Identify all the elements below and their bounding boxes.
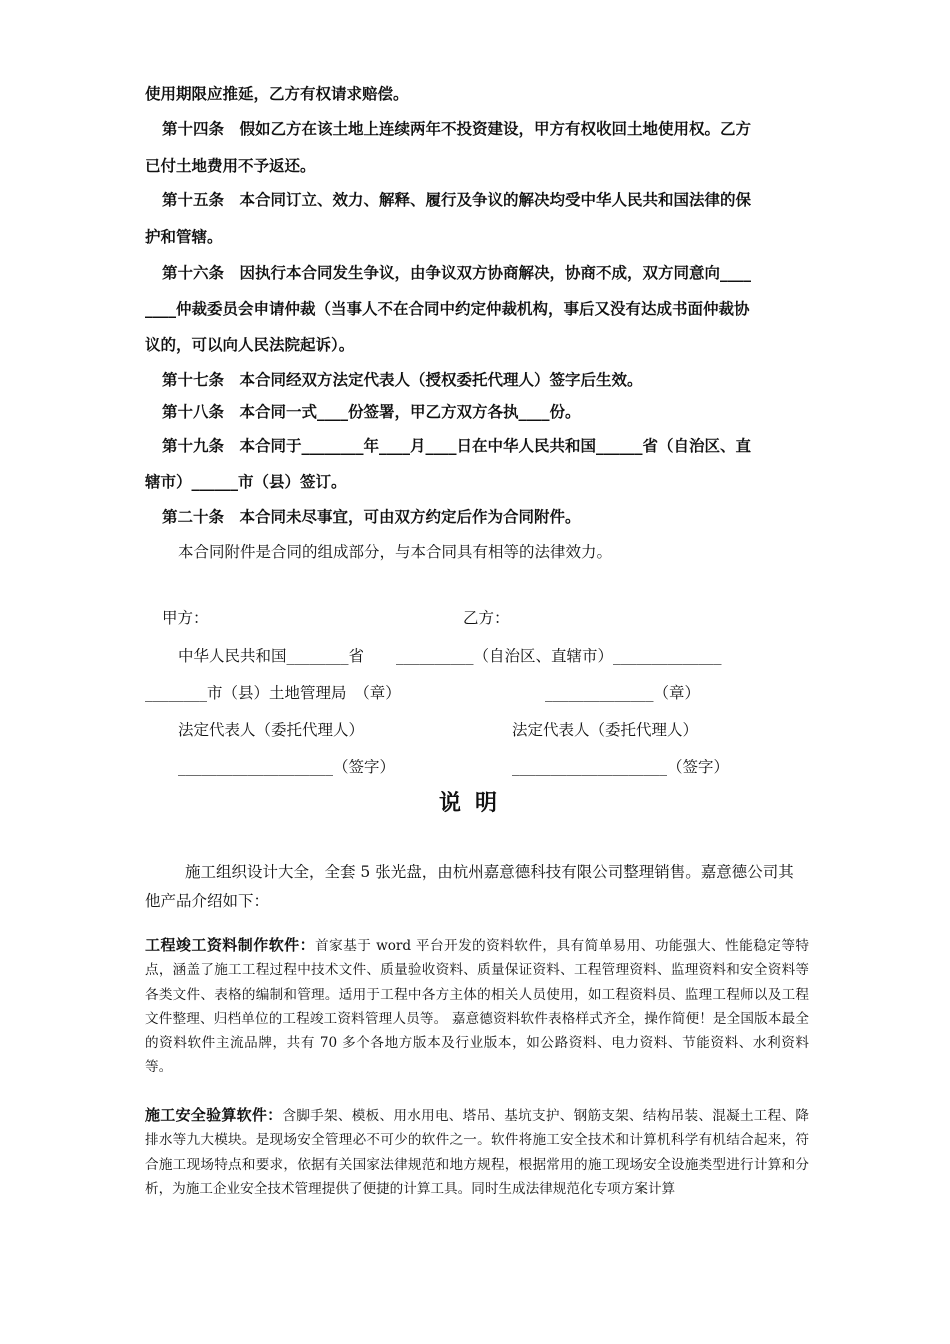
article-16: 第十六条 因执行本合同发生争议，由争议双方协商解决，协商不成，双方同意向____: [162, 263, 752, 282]
product-name: 施工安全验算软件：: [145, 1106, 283, 1124]
party-b-seal: ______________（章）: [545, 684, 701, 702]
article-line: ____仲裁委员会申请仲裁（当事人不在合同中约定仲裁机构，事后又没有达成书面仲裁协: [145, 299, 750, 318]
product-desc: 首家基于 word 平台开发的资料软件，具有简单易用、功能强大、性能稳定等特点，涵盖了施工工程过程中技术文件、质量验收资料、质量保证资料、工程管理资料、监理资料和安全资料等各类文件、表格的编制和管理。适用于工程中各方主体的相关人员使用，如工程资料员、监理工程师以及工程文件整理、归档单位的工程竣工资料管理人员等。 嘉意德资料软件表格样式齐全，操作简便！是全国版本最全的资料软件主流品牌，共有 70 多个各地方版本及行业版本，如公路资料、电力资料、节能资料、水利资料等。: [145, 938, 809, 1076]
party-a-location: 中华人民共和国________省: [178, 647, 365, 665]
product-name: 工程竣工资料制作软件：: [145, 936, 316, 954]
article-line: 辖市）______市（县）签订。: [145, 472, 347, 491]
article-line: 已付土地费用不予返还。: [145, 156, 316, 175]
article-15: 第十五条 本合同订立、效力、解释、履行及争议的解决均受中华人民共和国法律的保: [162, 190, 752, 209]
party-a-signature: ____________________（签字）: [178, 758, 396, 776]
article-line: 护和管辖。: [145, 227, 223, 246]
article-17: 第十七条 本合同经双方法定代表人（授权委托代理人）签字后生效。: [162, 370, 643, 389]
article-20: 第二十条 本合同未尽事宜，可由双方约定后作为合同附件。: [162, 507, 581, 526]
party-a-representative: 法定代表人（委托代理人）: [178, 721, 365, 739]
product-desc: 含脚手架、模板、用水用电、塔吊、基坑支护、钢筋支架、结构吊装、混凝土工程、降排水等九大模块。是现场安全管理必不可少的软件之一。软件将施工安全技术和计算机科学有机结合起来，符合施工现场特点和要求，依据有关国家法律规范和地方规程，根据常用的施工现场安全设施类型进行计算和分析，为施工企业安全技术管理提供了便捷的计算工具。同时生成法律规范化专项方案计算: [145, 1108, 809, 1197]
party-b-label: 乙方：: [463, 609, 510, 627]
product-description: [145, 1103, 809, 1201]
party-a-label: 甲方：: [162, 609, 209, 627]
article-14: 第十四条 假如乙方在该土地上连续两年不投资建设，甲方有权收回土地使用权。乙方: [162, 119, 752, 138]
party-b-signature: ____________________（签字）: [512, 758, 730, 776]
explanation-intro: 施工组织设计大全，全套 5 张光盘，由杭州嘉意德科技有限公司整理销售。嘉意德公司其他产品介绍如下：: [145, 863, 794, 910]
article-19: 第十九条 本合同于________年____月____日在中华人民共和国______省（自治区、直: [162, 436, 752, 455]
party-a-bureau-seal: ________市（县）土地管理局 （章）: [145, 684, 401, 702]
article-line: 使用期限应推延，乙方有权请求赔偿。: [145, 84, 409, 103]
party-b-representative: 法定代表人（委托代理人）: [512, 721, 699, 739]
annex-note: 本合同附件是合同的组成部分，与本合同具有相等的法律效力。: [178, 543, 613, 561]
article-18: 第十八条 本合同一式____份签署，甲乙方双方各执____份。: [162, 402, 581, 421]
article-line: 议的，可以向人民法院起诉）。: [145, 335, 355, 354]
party-b-location: __________（自治区、直辖市）______________: [396, 647, 722, 665]
explanation-title: 说明: [438, 791, 511, 816]
product-description: [145, 933, 809, 1080]
